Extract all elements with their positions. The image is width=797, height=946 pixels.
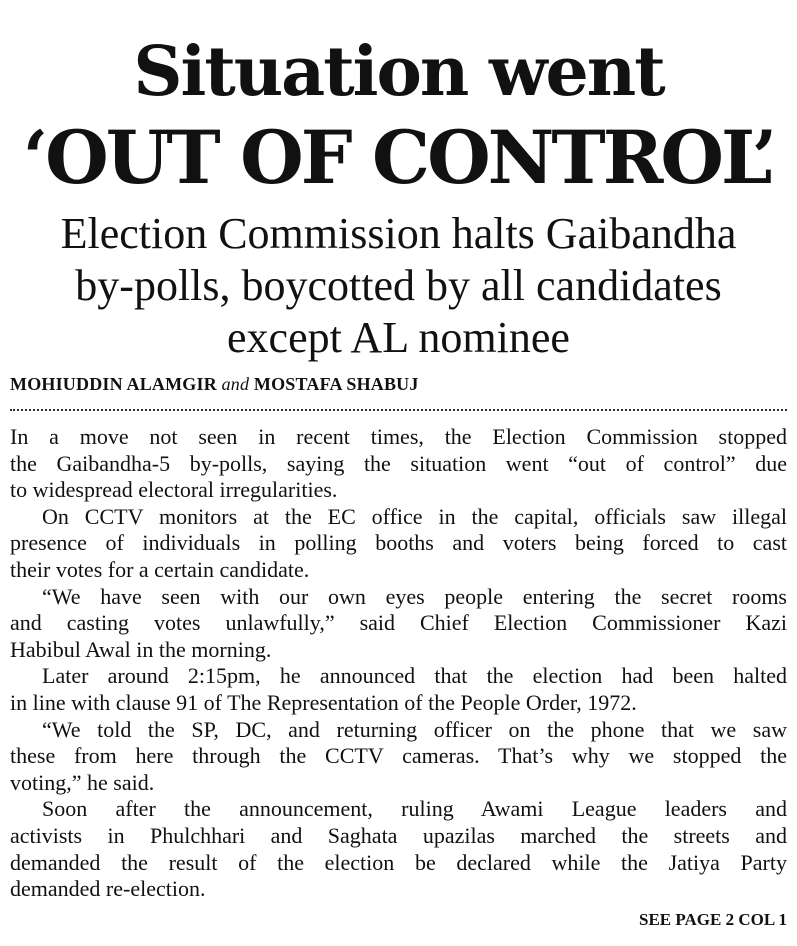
subheadline [10,208,787,364]
body-line: Later around 2:15pm, he announced that the election had been halted [42,663,787,689]
body-line: their votes for a certain candidate. [10,556,310,582]
byline-conjunction: and [221,374,250,394]
subheadline-line: by-polls, boycotted by all candidates [75,261,722,310]
body-line: in line with clause 91 of The Representation of the People Order, 1972. [10,689,637,715]
body-line: Habibul Awal in the morning. [10,636,272,662]
byline [10,372,787,396]
body-line: Soon after the announcement, ruling Awami League leaders and [42,796,787,822]
body-line: to widespread electoral irregularities. [10,477,338,503]
headline-line-1: Situation went [133,32,664,112]
body-line: demanded the result of the election be declared while the Jatiya Party [10,849,787,875]
body-line: voting,” he said. [10,769,155,795]
body-line: these from here through the CCTV cameras. That’s why we stopped the [10,743,787,769]
subheadline-line: except AL nominee [227,313,570,362]
body-line: In a move not seen in recent times, the Election Commission stopped [10,424,787,449]
continued-jump-link[interactable]: SEE PAGE 2 COL 1 [639,910,787,929]
body-line: the Gaibandha-5 by-polls, saying the situation went “out of control” due [10,450,787,476]
article-body [10,424,787,903]
body-line: presence of individuals in polling booths and voters being forced to cast [10,530,787,556]
body-line: activists in Phulchhari and Saghata upazilas marched the streets and [10,822,787,848]
body-line: “We have seen with our own eyes people entering the secret rooms [42,583,787,609]
subheadline-line: Election Commission halts Gaibandha [60,209,737,258]
headline-line-2: ‘OUT OF CONTROL’ [22,115,775,201]
body-line: demanded re-election. [10,876,206,902]
byline-author-2: MOSTAFA SHABUJ [253,374,419,394]
byline-author-1: MOHIUDDIN ALAMGIR [10,374,217,394]
body-line: On CCTV monitors at the EC office in the capital, officials saw illegal [42,503,787,529]
dotted-divider [10,409,787,411]
body-line: and casting votes unlawfully,” said Chief Election Commissioner Kazi [10,610,787,636]
body-line: “We told the SP, DC, and returning officer on the phone that we saw [42,716,787,742]
